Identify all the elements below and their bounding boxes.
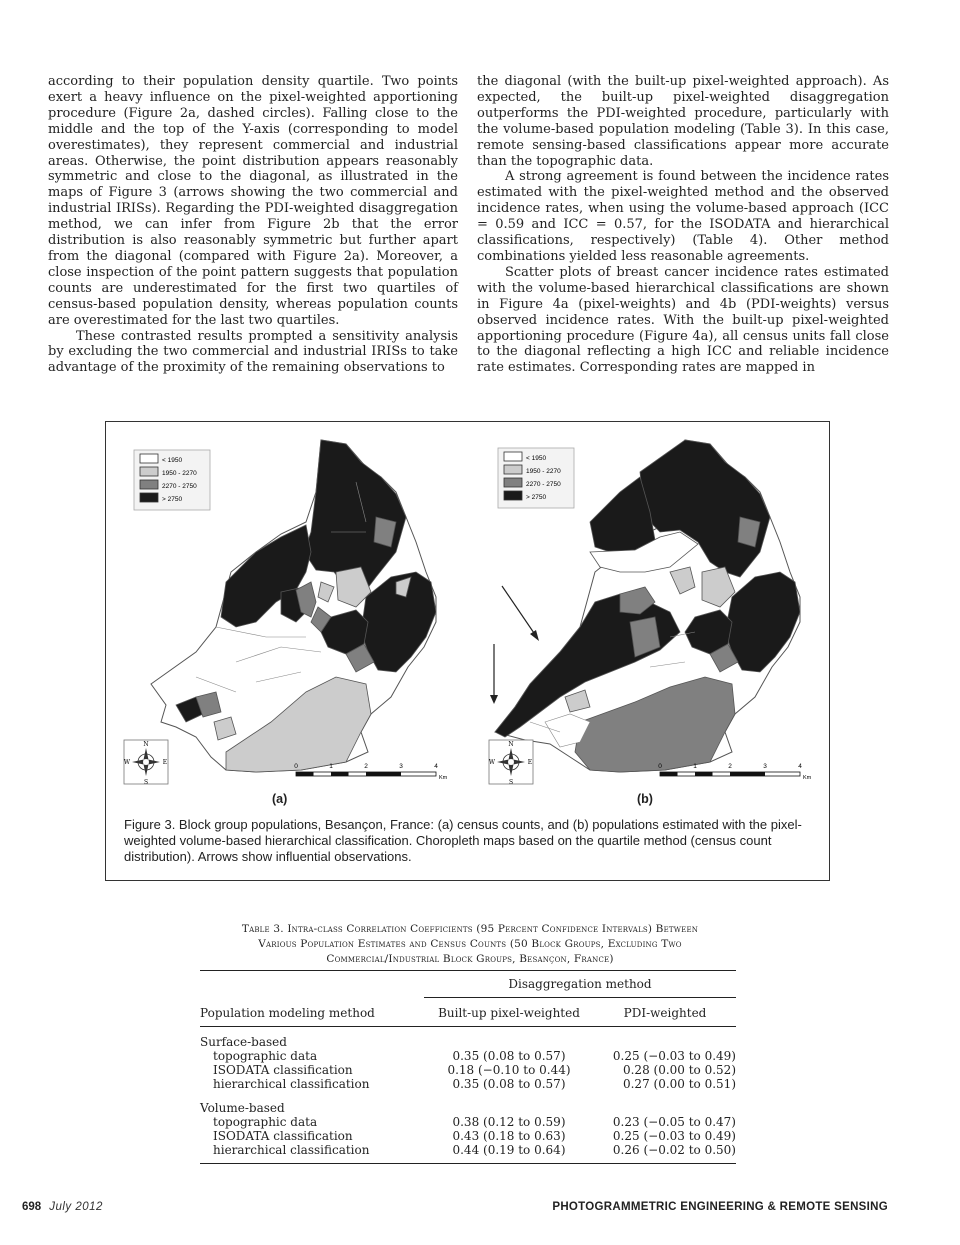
legend-swatch: [504, 452, 522, 461]
issue-date: July 2012: [49, 1201, 103, 1213]
scale-unit: Km: [803, 775, 812, 781]
paragraph: A strong agreement is found between the incidence rates estimated with the pixel-weighted method and the observed incidence rates, when using the volume-based approach (ICC = 0.59 and ICC = 0.57, for the ISODATA and hierarchical classifications, respectively) (Table 4). Other method combinations yielded less reasonable agreements.: [477, 169, 889, 264]
scale-tick: 2: [728, 763, 732, 770]
scale-tick: 4: [434, 763, 438, 770]
footer-left: [22, 1201, 103, 1213]
legend-label: 2270 - 2750: [162, 483, 197, 490]
scale-tick: 3: [399, 763, 403, 770]
table-title-line: Commercial/Industrial Block Groups, Besançon, France): [326, 953, 614, 965]
legend-swatch: [504, 478, 522, 487]
table-cell: 0.28 (0.00 to 0.52): [622, 1063, 736, 1077]
left-text-column: [48, 74, 458, 376]
table-row: [200, 1143, 736, 1164]
legend-swatch: [140, 467, 158, 476]
figure-maps: [106, 422, 828, 812]
legend-label: 1950 - 2270: [162, 470, 197, 477]
table-cell: 0.43 (0.18 to 0.63): [452, 1129, 566, 1143]
arrow-icon: [490, 644, 498, 704]
legend-label: 1950 - 2270: [526, 468, 561, 475]
scale-tick: 3: [763, 763, 767, 770]
compass-w: W: [123, 759, 131, 766]
table-cell: ISODATA classification: [213, 1129, 353, 1143]
legend-swatch: [140, 493, 158, 502]
table-cell: hierarchical classification: [213, 1143, 370, 1157]
table-title-line: Various Population Estimates and Census Counts (50 Block Groups, Excluding Two: [258, 938, 682, 950]
scale-tick: 0: [294, 763, 298, 770]
table-cell: 0.35 (0.08 to 0.57): [452, 1049, 566, 1063]
table-3: [200, 970, 736, 1164]
table-header-builtup: Built-up pixel-weighted: [438, 1006, 580, 1020]
table-row: [200, 1049, 736, 1063]
table-row: [200, 1077, 736, 1091]
table-cell: 0.25 (−0.03 to 0.49): [612, 1129, 736, 1143]
legend-label: 2270 - 2750: [526, 481, 561, 488]
table-cell: 0.26 (−0.02 to 0.50): [612, 1143, 736, 1157]
table-header-pdi: PDI-weighted: [623, 1006, 707, 1020]
table-cell: topographic data: [213, 1115, 318, 1129]
scale-tick: 4: [798, 763, 802, 770]
table-cell: ISODATA classification: [213, 1063, 353, 1077]
table-group-row: [200, 1035, 736, 1049]
paragraph: These contrasted results prompted a sensitivity analysis by excluding the two commercial and industrial IRISs to take advantage of the proximity of the remaining observations to: [48, 328, 458, 376]
table-cell: hierarchical classification: [213, 1077, 370, 1091]
scale-tick: 1: [693, 763, 697, 770]
figure-3: [105, 421, 830, 881]
journal-name: PHOTOGRAMMETRIC ENGINEERING & REMOTE SENSING: [552, 1201, 888, 1213]
legend-swatch: [140, 454, 158, 463]
legend-a: [134, 450, 210, 510]
legend-label: > 2750: [526, 494, 547, 501]
legend-swatch: [504, 491, 522, 500]
scale-unit: Km: [439, 775, 448, 781]
table-row: [200, 1129, 736, 1143]
table-group-label: Surface-based: [200, 1035, 287, 1049]
table-cell: 0.18 (−0.10 to 0.44): [447, 1063, 571, 1077]
paragraph: Scatter plots of breast cancer incidence rates estimated with the volume-based hierarchical classifications are shown in Figure 4a (pixel-weights) and 4b (PDI-weights) versus observed incidence rates. With the built-up pixel-weighted apportioning procedure (Figure 4a), all census units fall close to the diagonal reflecting a high ICC and reliable incidence rate estimates. Corresponding rates are mapped in: [477, 264, 889, 376]
table-cell: 0.44 (0.19 to 0.64): [452, 1143, 566, 1157]
legend-label: > 2750: [162, 496, 183, 503]
table-cell: topographic data: [213, 1049, 318, 1063]
scale-tick: 2: [364, 763, 368, 770]
legend-b: [498, 448, 574, 508]
compass-s: S: [143, 779, 149, 786]
map-label-a: (a): [272, 792, 288, 806]
table-title-line: Table 3. Intra-class Correlation Coefficients (95 Percent Confidence Intervals) Between: [241, 923, 699, 935]
table-group-row: [200, 1101, 736, 1115]
legend-label: < 1950: [162, 457, 183, 464]
map-label-b: (b): [637, 792, 653, 806]
legend-swatch: [140, 480, 158, 489]
arrow-icon: [502, 586, 539, 641]
paragraph: the diagonal (with the built-up pixel-weighted approach). As expected, the built-up pixel-weighted disaggregation outperforms the PDI-weighted procedure, particularly with the volume-based population modeling (Table 3). In this case, remote sensing-based classifications appear more accurate than the topographic data.: [477, 74, 889, 169]
legend-swatch: [504, 465, 522, 474]
compass-s: S: [508, 779, 514, 786]
scale-tick: 1: [329, 763, 333, 770]
legend-label: < 1950: [526, 455, 547, 462]
figure-caption: Figure 3. Block group populations, Besançon, France: (a) census counts, and (b) populations estimated with the pixel-weighted volume-based hierarchical classification. Choropleth maps based on the quartile method (census count distribution). Arrows show influential observations.: [124, 817, 802, 864]
table-cell: 0.27 (0.00 to 0.51): [622, 1077, 736, 1091]
table-cell: 0.38 (0.12 to 0.59): [452, 1115, 566, 1129]
table-header-method: Population modeling method: [200, 1005, 375, 1020]
table-cell: 0.35 (0.08 to 0.57): [452, 1077, 566, 1091]
table-cell: 0.23 (−0.05 to 0.47): [612, 1115, 736, 1129]
compass-w: W: [488, 759, 496, 766]
table-row: [200, 1115, 736, 1129]
page-number: 698: [22, 1201, 42, 1213]
compass-e: E: [527, 759, 533, 766]
compass-rose-icon: [489, 740, 533, 786]
table-group-label: Volume-based: [200, 1101, 285, 1115]
compass-e: E: [162, 759, 168, 766]
scale-tick: 0: [658, 763, 662, 770]
table-title: [200, 922, 740, 967]
right-text-column: [477, 74, 889, 376]
paragraph: according to their population density quartile. Two points exert a heavy influence on the pixel-weighted apportioning procedure (Figure 2a, dashed circles). Falling close to the middle and the top of the Y-axis (corresponding to model overestimates), they represent commercial and industrial areas. Otherwise, the point distribution appears reasonably symmetric and close to the diagonal, as illustrated in the maps of Figure 3 (arrows showing the two commercial and industrial IRISs). Regarding the PDI-weighted disaggregation method, we can infer from Figure 2b that the error distribution is also reasonably symmetric but further apart from the diagonal (compared with Figure 2a). Moreover, a close inspection of the point pattern suggests that population counts are underestimated for the first two quartiles of census-based population density, whereas population counts are overestimated for the last two quartiles.: [48, 74, 458, 328]
compass-n: N: [508, 741, 514, 748]
table-cell: 0.25 (−0.03 to 0.49): [612, 1049, 736, 1063]
table-row: [200, 1063, 736, 1077]
compass-n: N: [143, 741, 149, 748]
compass-rose-icon: [124, 740, 168, 786]
table-spanner-header: Disaggregation method: [424, 977, 736, 998]
